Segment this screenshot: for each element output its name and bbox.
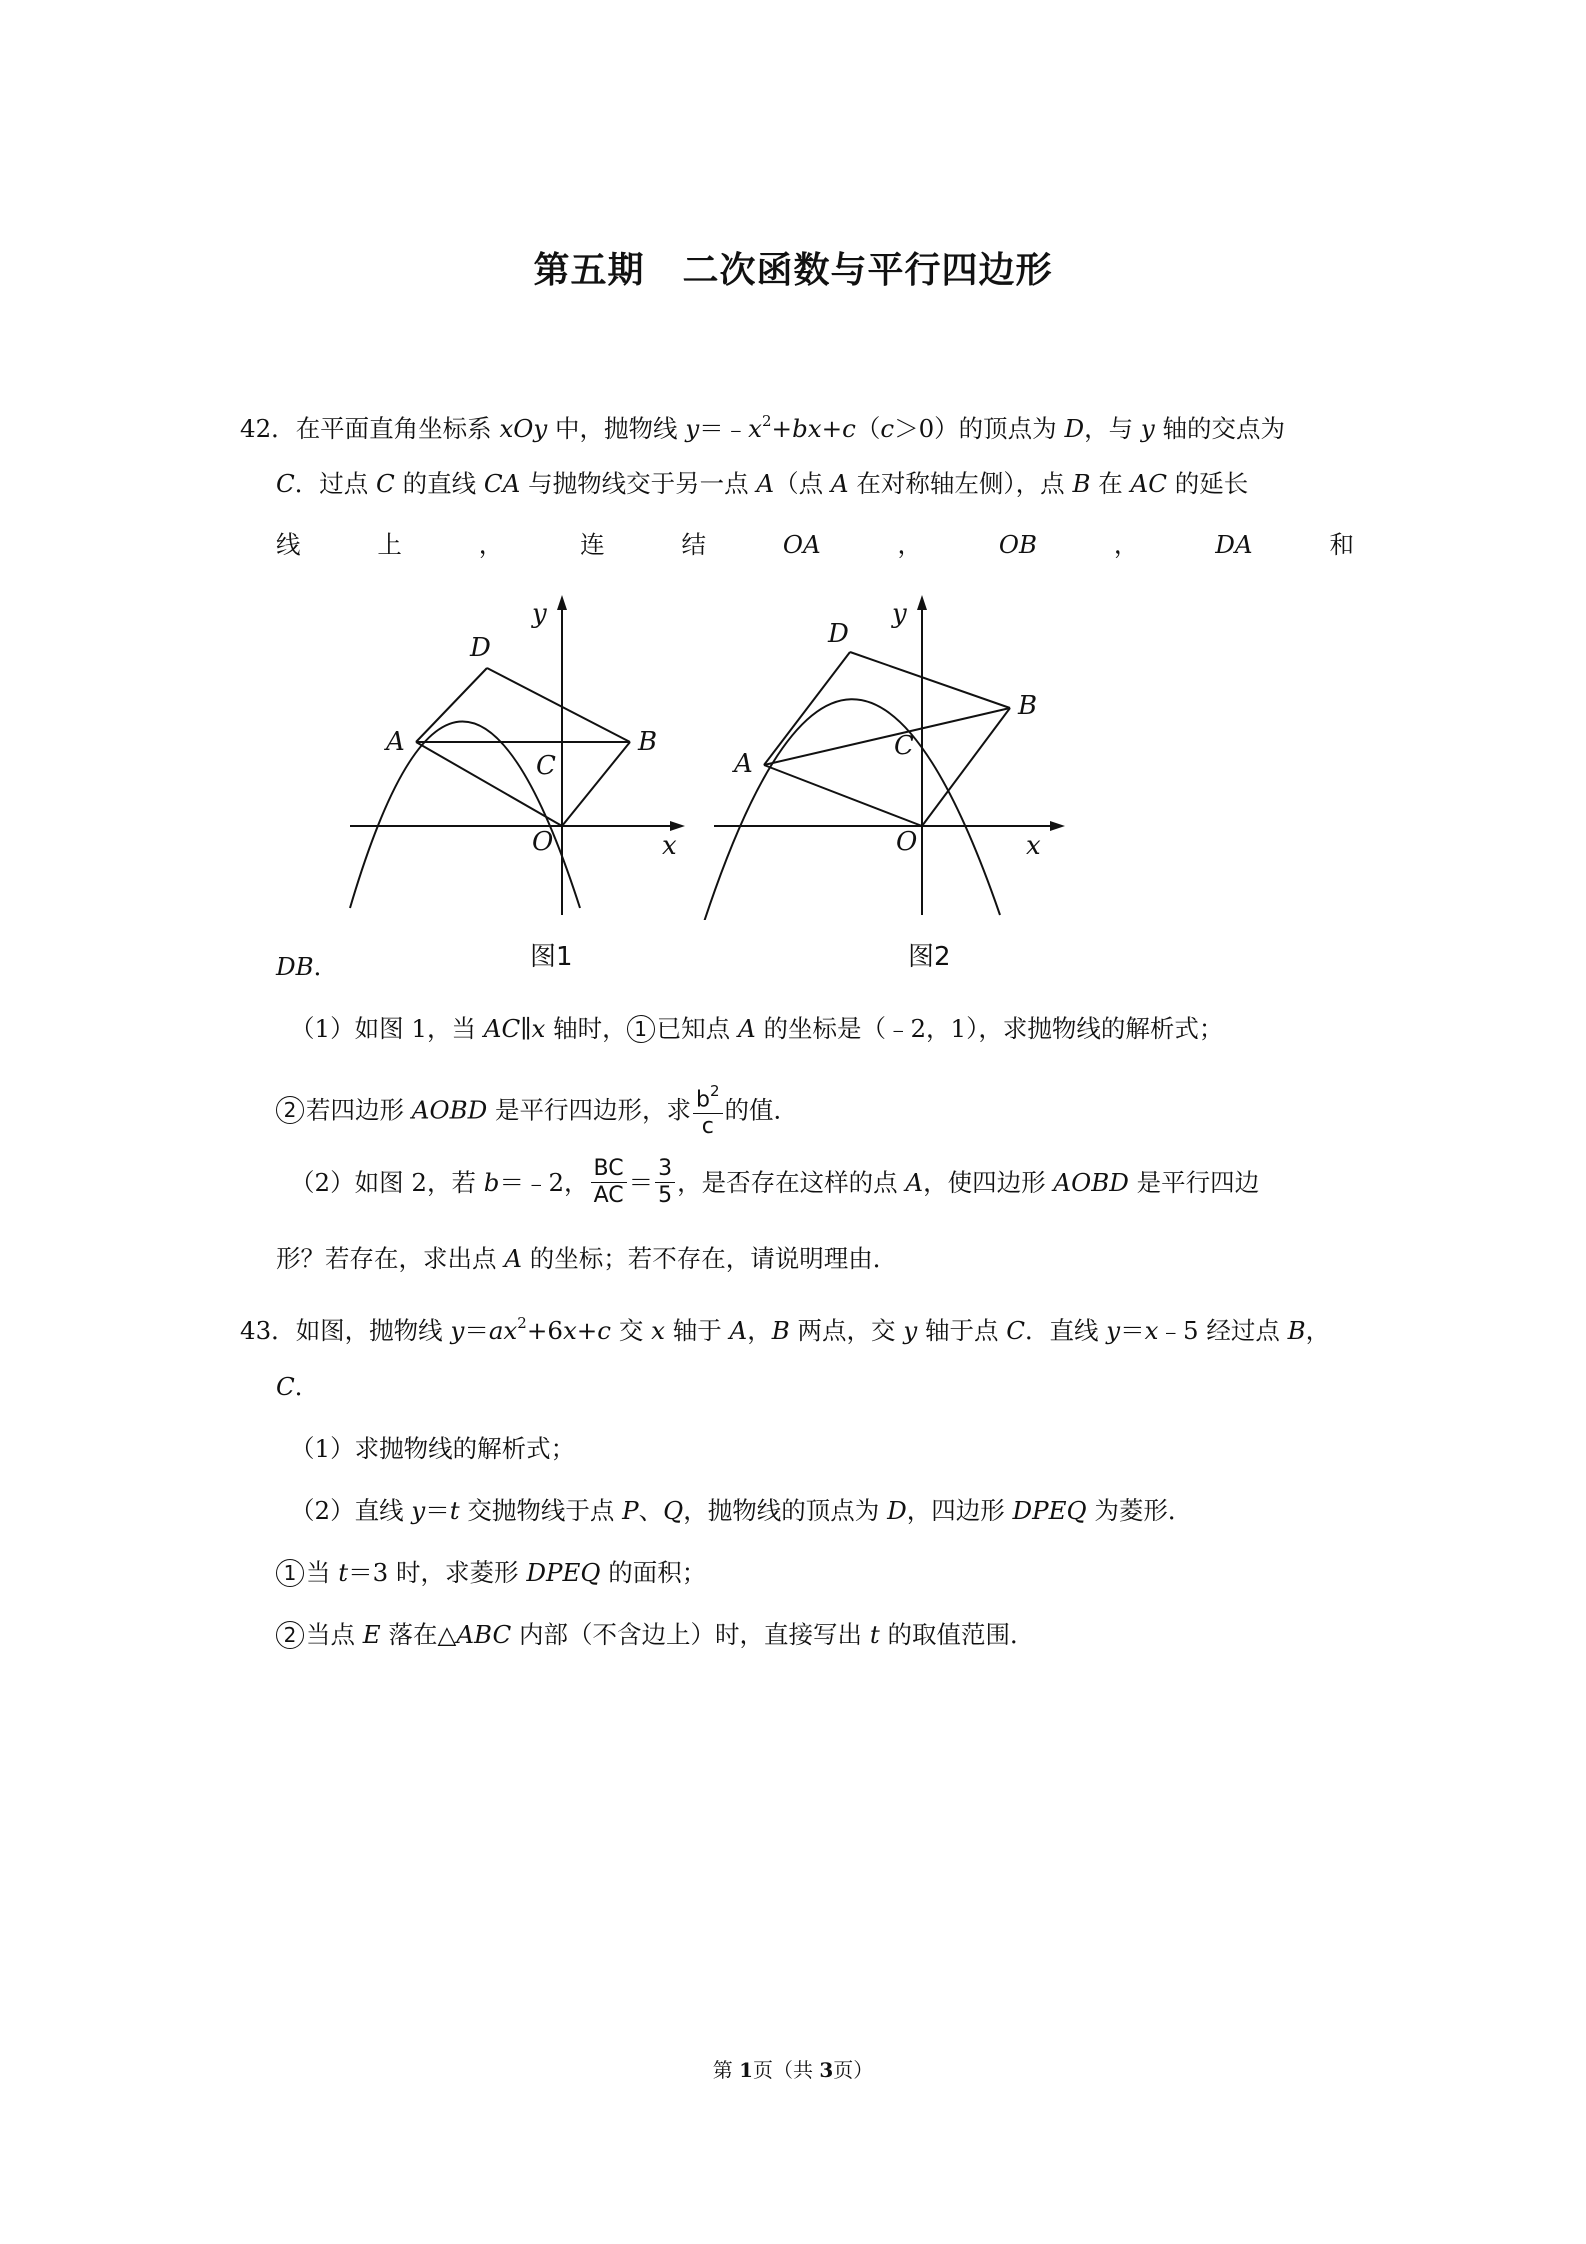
text: 如图，抛物线 (295, 1316, 451, 1346)
var: x (562, 1316, 577, 1346)
text: 内部（不含边上）时，直接写出 (511, 1620, 870, 1649)
var: A (830, 469, 849, 498)
text: ，抛物线的顶点为 (683, 1496, 888, 1525)
fraction-3-over-5 (655, 1156, 675, 1209)
text: 3 (655, 1156, 675, 1183)
text: AC (593, 1183, 624, 1208)
q42-line3 (276, 528, 1354, 562)
text: +6 (526, 1316, 563, 1346)
page-number: 1 (739, 2058, 753, 2082)
var: AC (483, 1014, 521, 1043)
q43-number: 43． (240, 1316, 296, 1346)
var: D (887, 1496, 907, 1525)
q43-line1 (240, 1308, 1330, 1348)
text: 当点 (306, 1620, 363, 1649)
circled-number: 2 (276, 1621, 304, 1649)
text: 与抛物线交于另一点 (520, 469, 757, 498)
label-a: A (734, 749, 753, 779)
text: ，与 (1084, 414, 1141, 444)
q43-part2 (290, 1494, 1192, 1528)
text: ﹣5 经过点 (1158, 1316, 1288, 1346)
text: 是平行四边形，求 (487, 1095, 692, 1125)
text: 在对称轴左侧），点 (848, 469, 1073, 498)
text: （1）如图 1，当 (290, 1014, 484, 1043)
var: y (411, 1496, 426, 1525)
var: C (276, 469, 295, 498)
var: A (756, 469, 775, 498)
label-b: B (1018, 691, 1038, 721)
text: ＝﹣2， (499, 1168, 589, 1197)
var: AOBD (1053, 1168, 1129, 1197)
text: BC (591, 1156, 627, 1183)
title-part2: 二次函数与平行四边形 (682, 249, 1053, 291)
var: bx (792, 414, 822, 444)
text: 的坐标是（﹣2，1），求抛物线的解析式； (755, 1014, 1224, 1043)
text: 页（共 (753, 2058, 820, 2082)
text: 页） (833, 2058, 874, 2082)
text: 的直线 (394, 469, 484, 498)
var: B (1072, 469, 1091, 498)
var: c (880, 414, 895, 444)
text: 连 (580, 530, 605, 559)
text: 是平行四边 (1128, 1168, 1260, 1197)
text: ．直线 (1024, 1316, 1107, 1346)
circled-number: 2 (276, 1096, 304, 1124)
label-d: D (828, 619, 849, 649)
text: ． (294, 1372, 320, 1401)
page-footer (0, 2054, 1586, 2083)
var: y (903, 1316, 918, 1346)
var: DB (276, 952, 314, 981)
text: 在平面直角坐标系 (295, 414, 500, 444)
text: 的取值范围． (879, 1620, 1035, 1649)
var: Q (663, 1496, 684, 1525)
q43-part1: （1）求抛物线的解析式； (290, 1434, 576, 1463)
var: B (771, 1316, 790, 1346)
var: x (531, 1014, 546, 1043)
text: 若四边形 (306, 1095, 412, 1125)
text: ， (1113, 530, 1139, 559)
y-axis-arrow (917, 595, 927, 610)
var: xOy (499, 414, 548, 444)
text: 的值． (724, 1095, 799, 1125)
text: 结 (681, 530, 706, 559)
text: ． (313, 952, 339, 981)
var: y (450, 1316, 465, 1346)
label-c: C (894, 731, 914, 761)
text: ＝ (628, 1168, 654, 1197)
exponent: 2 (761, 412, 772, 430)
var: B (1287, 1316, 1306, 1346)
q42-line1 (240, 406, 1285, 446)
var: C (276, 1372, 295, 1401)
text: 上 (377, 530, 402, 559)
text: 中，抛物线 (547, 414, 686, 444)
text: 轴于 (664, 1316, 730, 1346)
var: ax (488, 1316, 518, 1346)
text: 落在△ (380, 1620, 457, 1649)
q42-line2 (276, 467, 1248, 501)
text: ，使四边形 (923, 1168, 1054, 1197)
q42-part1-a (290, 1012, 1223, 1046)
label-x: x (662, 831, 677, 861)
text: + (576, 1316, 598, 1346)
text: 形？若存在，求出点 (276, 1244, 505, 1273)
figure-1 (340, 590, 700, 920)
var: DPEQ (526, 1558, 601, 1587)
text: （2）如图 2，若 (290, 1168, 484, 1197)
text: 轴时， (545, 1014, 627, 1043)
text: 第 (712, 2058, 740, 2082)
text: 在 (1090, 469, 1131, 498)
var: OA (782, 530, 821, 559)
y-axis-arrow (557, 595, 567, 610)
var: AOBD (411, 1095, 488, 1125)
var: c (842, 414, 856, 444)
page-title (0, 242, 1586, 293)
var: DA (1215, 530, 1253, 559)
q42-number: 42． (240, 414, 296, 444)
q43-line2 (276, 1370, 319, 1404)
var: A (737, 1014, 756, 1043)
label-b: B (638, 727, 658, 757)
text: 5 (658, 1183, 673, 1208)
var: y (1140, 414, 1155, 444)
figure-2-caption: 图2 (908, 942, 951, 972)
text: ， (1305, 1316, 1331, 1346)
q42-part2-b (276, 1242, 897, 1276)
label-d: D (470, 633, 491, 663)
text: 的延长 (1166, 469, 1249, 498)
var: t (338, 1558, 349, 1587)
text: ， (897, 530, 923, 559)
var: A (905, 1168, 924, 1197)
var: C (376, 469, 395, 498)
text: ＝ (1120, 1316, 1145, 1346)
text: 和 (1329, 530, 1354, 559)
text: 轴于点 (917, 1316, 1007, 1346)
x-axis-arrow (1050, 821, 1065, 831)
var: AC (1130, 469, 1167, 498)
text: （点 (774, 469, 831, 498)
label-c: C (536, 751, 556, 781)
label-y: y (532, 599, 547, 629)
text: 两点，交 (789, 1316, 904, 1346)
var: DPEQ (1012, 1496, 1087, 1525)
segment-ad (416, 668, 487, 742)
text: （ (855, 414, 881, 444)
var: E (362, 1620, 381, 1649)
var: C (1006, 1316, 1025, 1346)
figure-1-caption: 图1 (530, 942, 573, 972)
var: A (729, 1316, 748, 1346)
var: c (597, 1316, 612, 1346)
text: （2）直线 (290, 1496, 412, 1525)
parabola (704, 699, 1000, 920)
text: ， (747, 1316, 772, 1346)
q42-part1-b (276, 1082, 798, 1142)
var: x (651, 1316, 665, 1346)
text: + (821, 414, 843, 444)
text: 的面积； (600, 1558, 707, 1587)
text: 交 (611, 1316, 652, 1346)
text: ．过点 (294, 469, 377, 498)
text: b (696, 1087, 710, 1113)
var: A (504, 1244, 522, 1273)
text: ，四边形 (906, 1496, 1013, 1525)
var: t (869, 1620, 880, 1649)
circled-number: 1 (276, 1559, 304, 1587)
label-y: y (892, 599, 907, 629)
text: c (701, 1114, 714, 1140)
q43-sub1 (276, 1556, 706, 1590)
label-a: A (386, 727, 405, 757)
text: 的坐标；若不存在，请说明理由． (522, 1244, 898, 1273)
var: D (1064, 414, 1085, 444)
text: ＞0）的顶点为 (894, 414, 1065, 444)
fraction-bc-over-ac (591, 1156, 627, 1209)
text: 轴的交点为 (1154, 414, 1286, 444)
text: 为菱形． (1086, 1496, 1193, 1525)
total-pages: 3 (819, 2058, 834, 2082)
x-axis-arrow (670, 821, 685, 831)
label-o: O (532, 827, 554, 857)
title-part1: 第五期 (533, 249, 645, 291)
var: x (1144, 1316, 1159, 1346)
text: ＝3 时，求菱形 (348, 1558, 527, 1587)
segment-db (850, 652, 1010, 708)
text: 线 (276, 530, 301, 559)
text: ＝ (425, 1496, 450, 1525)
q42-line4 (276, 950, 338, 984)
var: P (622, 1496, 639, 1525)
parabola (350, 722, 580, 909)
text: ∥ (520, 1014, 532, 1043)
text: ，是否存在这样的点 (677, 1168, 906, 1197)
text: + (771, 414, 793, 444)
var: y (1106, 1316, 1121, 1346)
text: ， (478, 530, 504, 559)
segment-ob (562, 742, 630, 826)
var: x (748, 414, 762, 444)
segment-db (487, 668, 630, 742)
q43-sub2 (276, 1618, 1034, 1652)
exponent: 2 (710, 1082, 720, 1100)
var: OB (998, 530, 1037, 559)
var: y (685, 414, 700, 444)
text: 已知点 (656, 1014, 738, 1043)
label-x: x (1026, 831, 1041, 861)
text: ＝﹣ (699, 414, 749, 444)
var: ABC (456, 1620, 512, 1649)
exponent: 2 (517, 1314, 527, 1332)
text: 、 (638, 1496, 664, 1525)
fraction-b2-over-c (693, 1080, 723, 1140)
segment-ao (764, 765, 922, 826)
text: ＝ (464, 1316, 489, 1346)
var: t (449, 1496, 460, 1525)
text: 交抛物线于点 (459, 1496, 623, 1525)
q42-part2-a (290, 1158, 1259, 1211)
label-o: O (896, 827, 918, 857)
circled-number: 1 (627, 1015, 655, 1043)
var: CA (483, 469, 521, 498)
var: b (483, 1168, 500, 1197)
text: 当 (306, 1558, 339, 1587)
figure-2 (700, 590, 1070, 920)
